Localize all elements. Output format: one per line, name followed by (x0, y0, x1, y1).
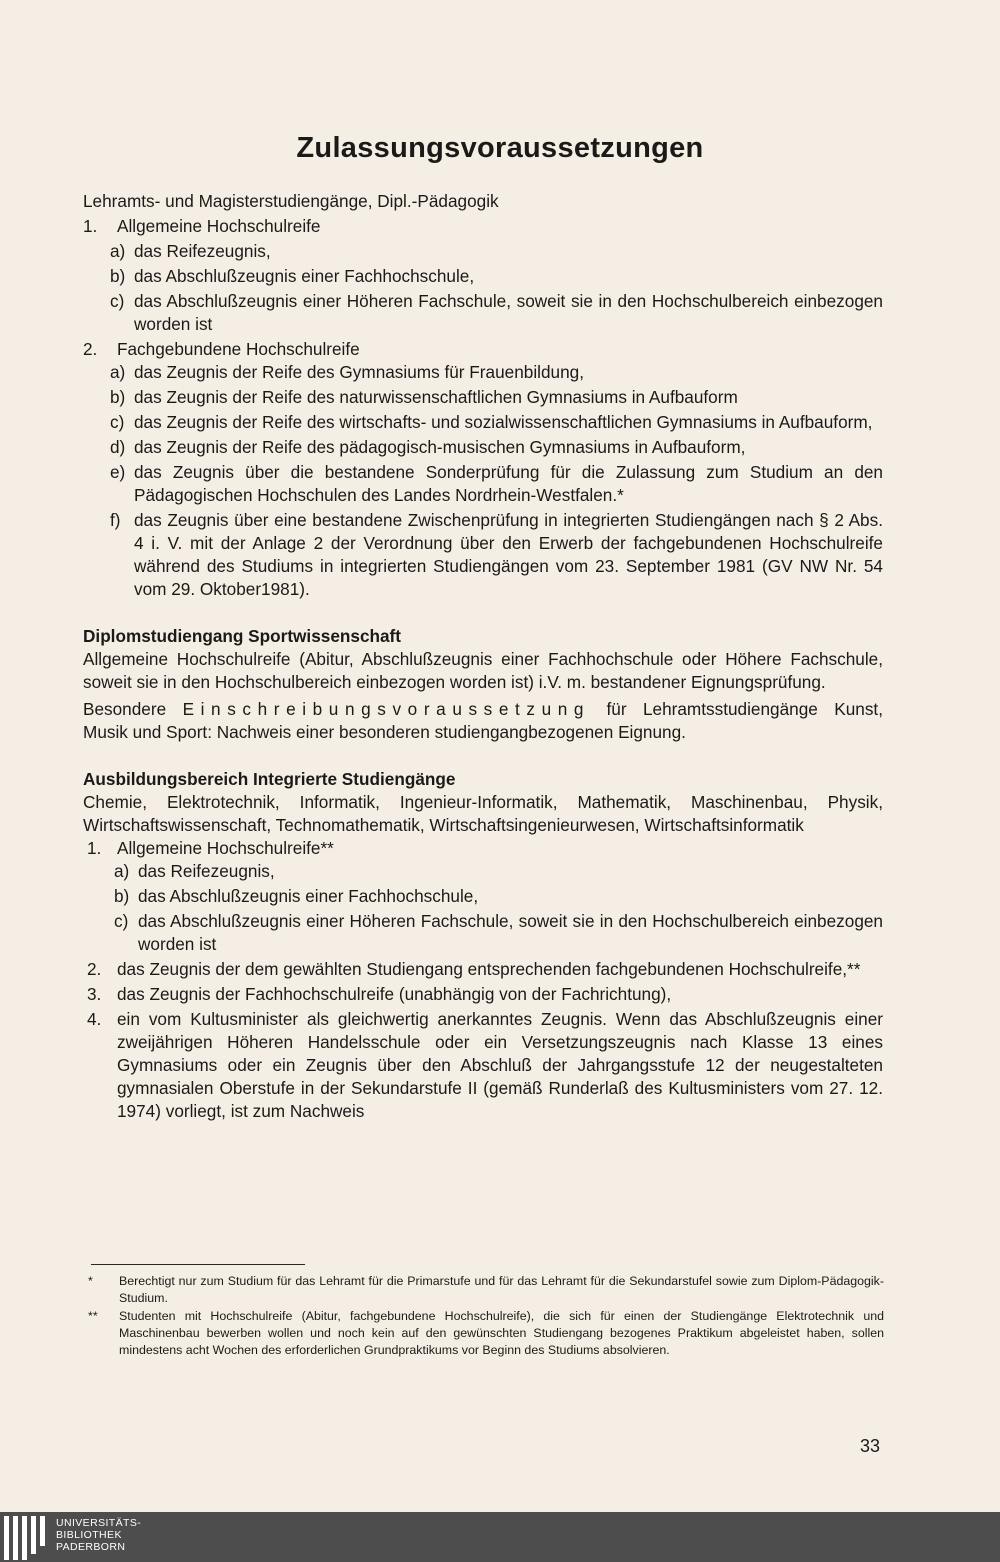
footnotes (88, 1273, 884, 1360)
logo-line: BIBLIOTHEK (56, 1529, 122, 1541)
list-number: 4. (87, 1009, 102, 1029)
footnote-text: Studenten mit Hochschulreife (Abitur, fachgebundene Hochschulreife), die sich für einen der Studiengänge Elektrotechnik und Maschinenbau bewerben wollen und noch kein auf den gewünschten Studiengang bezogenes Praktikum abgeleistet haben, sollen mindestens acht Wochen des erforderlichen Grundpraktikums vor Beginn des Studiums absolvieren. (119, 1309, 884, 1357)
sub-list-item (83, 509, 883, 601)
sub-text: das Zeugnis der Reife des pädagogisch-musischen Gymnasiums in Aufbauform, (134, 437, 746, 457)
footnote-mark: * (88, 1274, 93, 1288)
logo-line: UNIVERSITÄTS- (56, 1517, 142, 1529)
section-heading-sport: Diplomstudiengang Sportwissenschaft (83, 626, 402, 646)
list-number: 1. (87, 838, 102, 858)
list-number: 2. (83, 339, 98, 359)
list-text: ein vom Kultusminister als gleichwertig anerkanntes Zeugnis. Wenn das Abschlußzeugnis einer zweijährigen Höheren Handelsschule oder ein Versetzungszeugnis nach Klasse 13 eines Gymnasiums oder ein Zeugnis über den Abschluß der Jahrgangsstufe 12 der neugestalteten gymnasialen Oberstufe in der Sekundarstufe II (gemäß Runderlaß des Kultusministers vom 27. 12. 1974) vorliegt, ist zum Nachweis (117, 1009, 883, 1121)
sub-text: das Abschlußzeugnis einer Fachhochschule, (138, 886, 479, 906)
special-suffix: für Lehramtsstudiengänge Kunst, Musik und Sport: Nachweis einer besonderen studiengangbezogenen Eignung. (83, 699, 883, 742)
logo-bar (22, 1516, 27, 1560)
sub-text: das Abschlußzeugnis einer Höheren Fachschule, soweit sie in den Hochschulbereich einbezogen worden ist (134, 291, 883, 334)
sub-list-item (83, 386, 883, 409)
list-text: Allgemeine Hochschulreife** (117, 838, 334, 858)
list-item (83, 983, 883, 1006)
page-number: 33 (860, 1436, 881, 1456)
sub-list-item (83, 411, 883, 434)
list-text: das Zeugnis der Fachhochschulreife (unabhängig von der Fachrichtung), (117, 984, 672, 1004)
footnote-mark: ** (88, 1309, 98, 1323)
page-title: Zulassungsvoraussetzungen (296, 132, 704, 164)
intro-line: Lehramts- und Magisterstudiengänge, Dipl.-Pädagogik (83, 191, 499, 211)
logo-bar (31, 1516, 36, 1554)
list-text: Allgemeine Hochschulreife (117, 216, 321, 236)
logo-bar (4, 1516, 9, 1560)
special-spaced-term: Einschreibungsvoraussetzung (182, 699, 591, 719)
section-heading-integrated: Ausbildungsbereich Integrierte Studiengänge (83, 769, 456, 789)
sub-text: das Reifezeugnis, (134, 241, 271, 261)
sub-letter: a) (114, 861, 130, 881)
list-item (83, 1008, 883, 1123)
logo-bar (13, 1516, 18, 1560)
footnote (88, 1273, 884, 1307)
footnote (88, 1308, 884, 1359)
sport-paragraph: Allgemeine Hochschulreife (Abitur, Abschlußzeugnis einer Fachhochschule oder Höhere Fachschule, soweit sie in den Hochschulbereich einbezogen worden ist) i.V. m. bestandener Eignungsprüfung. (83, 649, 883, 692)
sub-list-item (83, 265, 883, 288)
sub-list-item (83, 436, 883, 459)
sub-text: das Zeugnis der Reife des wirtschafts- und sozialwissenschaftlichen Gymnasiums in Aufbauform, (134, 412, 873, 432)
sub-letter: c) (110, 412, 125, 432)
logo-line: PADERBORN (56, 1541, 126, 1553)
sub-list-item (83, 885, 883, 908)
sub-text: das Abschlußzeugnis einer Fachhochschule, (134, 266, 475, 286)
sub-list-item (83, 361, 883, 384)
sub-text: das Zeugnis über die bestandene Sonderprüfung für die Zulassung zum Studium an den Pädagogischen Hochschulen des Landes Nordrhein-Westfalen.* (134, 462, 883, 505)
sub-list-item (83, 910, 883, 956)
integrated-paragraph: Chemie, Elektrotechnik, Informatik, Ingenieur-Informatik, Mathematik, Maschinenbau, Physik, Wirtschaftswissenschaft, Technomathematik, Wirtschaftsingenieurwesen, Wirtschaftsinformatik (83, 792, 883, 835)
sub-text: das Zeugnis über eine bestandene Zwischenprüfung in integrierten Studiengängen nach § 2 Abs. 4 i. V. mit der Anlage 2 der Verordnung über den Erwerb der fachgebundenen Hochschulreife während des Studiums in integrierten Studiengängen vom 23. September 1981 (GV NW Nr. 54 vom 29. Oktober1981). (134, 510, 883, 599)
sub-letter: b) (110, 266, 126, 286)
sub-letter: a) (110, 362, 126, 382)
sub-letter: c) (110, 291, 125, 311)
sub-text: das Abschlußzeugnis einer Höheren Fachschule, soweit sie in den Hochschulbereich einbezogen worden ist (138, 911, 883, 954)
list-number: 3. (87, 984, 102, 1004)
list-item (83, 215, 883, 238)
footnote-divider (91, 1264, 305, 1265)
list-item (83, 958, 883, 981)
sub-list-item (83, 240, 883, 263)
sub-text: das Zeugnis der Reife des Gymnasiums für Frauenbildung, (134, 362, 584, 382)
library-footer-bar (0, 1512, 1000, 1562)
sub-text: das Zeugnis der Reife des naturwissenschaftlichen Gymnasiums in Aufbauform (134, 387, 738, 407)
sub-text: das Reifezeugnis, (138, 861, 275, 881)
logo-bar (40, 1516, 45, 1546)
sub-list-item (83, 290, 883, 336)
list-text: Fachgebundene Hochschulreife (117, 339, 360, 359)
list-number: 2. (87, 959, 102, 979)
library-logo-text (56, 1517, 141, 1553)
sub-letter: b) (114, 886, 130, 906)
list-text: das Zeugnis der dem gewählten Studiengang entsprechenden fachgebundenen Hochschulreife,** (117, 959, 861, 979)
sub-letter: f) (110, 510, 121, 530)
special-prefix: Besondere (83, 699, 167, 719)
sub-list-item (83, 860, 883, 883)
document-body (83, 190, 883, 1123)
footnote-text: Berechtigt nur zum Studium für das Lehramt für die Primarstufe und für das Lehramt für die Sekundarstufel sowie zum Diplom-Pädagogik-Studium. (119, 1274, 884, 1305)
list-number: 1. (83, 216, 98, 236)
sub-letter: a) (110, 241, 126, 261)
list-item (83, 837, 883, 860)
sub-letter: d) (110, 437, 126, 457)
sub-letter: c) (114, 911, 129, 931)
sub-list-item (83, 461, 883, 507)
special-requirement-paragraph (83, 698, 883, 744)
sub-letter: b) (110, 387, 126, 407)
sub-letter: e) (110, 462, 126, 482)
list-item (83, 338, 883, 361)
